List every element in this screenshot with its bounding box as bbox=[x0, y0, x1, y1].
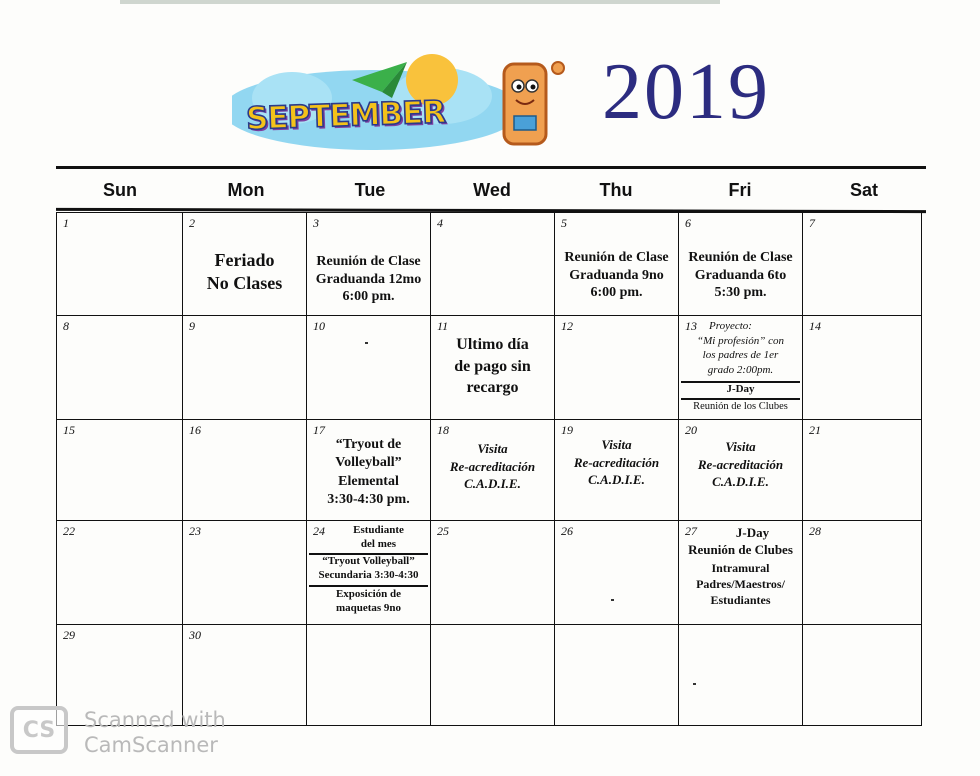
day-cell bbox=[431, 420, 555, 521]
event-exposicion-maquetas bbox=[309, 587, 428, 616]
event-line: Exposición de bbox=[335, 588, 402, 600]
day-cell bbox=[183, 316, 307, 420]
event-line: Re-acreditación bbox=[573, 454, 660, 470]
day-cell bbox=[57, 521, 183, 625]
day-cell bbox=[307, 213, 431, 316]
day-cell bbox=[803, 625, 921, 725]
event-line: Elemental bbox=[338, 473, 399, 489]
watermark-line: Scanned with bbox=[84, 708, 226, 732]
event-proyecto bbox=[681, 334, 800, 377]
day-number: 8 bbox=[63, 319, 69, 333]
day-number: 14 bbox=[809, 319, 821, 333]
day-cell bbox=[555, 420, 679, 521]
event-line: No Clases bbox=[206, 272, 283, 293]
day-number: 3 bbox=[313, 216, 319, 230]
event-line: grado 2:00pm. bbox=[707, 363, 774, 376]
day-number: 7 bbox=[809, 216, 815, 230]
event-line: C.A.D.I.E. bbox=[464, 476, 521, 492]
day-cell bbox=[679, 420, 803, 521]
day-number: 5 bbox=[561, 216, 567, 230]
day-number: 21 bbox=[809, 423, 821, 437]
dayname-sun: Sun bbox=[103, 180, 137, 200]
event-tryout-volleyball-secundaria bbox=[309, 554, 428, 583]
header-rule-top bbox=[56, 166, 926, 169]
day-number: 22 bbox=[63, 524, 75, 538]
day-cell bbox=[679, 625, 803, 725]
event-visita-cadie bbox=[557, 436, 676, 489]
event-reunion-clubes: Reunión de los Clubes bbox=[693, 401, 788, 412]
day-cell bbox=[307, 420, 431, 521]
dayname-mon: Mon bbox=[227, 180, 265, 200]
day-number: 4 bbox=[437, 216, 443, 230]
dayname-fri: Fri bbox=[728, 180, 752, 200]
dayname-wed: Wed bbox=[473, 180, 511, 200]
event-reunion-de-clubes: Reunión de Clubes bbox=[688, 542, 793, 557]
day-number: 27 bbox=[685, 524, 697, 538]
day-cell bbox=[183, 213, 307, 316]
day-cell bbox=[57, 420, 183, 521]
day-cell bbox=[307, 521, 431, 625]
day-number: 15 bbox=[63, 423, 75, 437]
event-line: Re-acreditación bbox=[449, 458, 536, 474]
day-number: 19 bbox=[561, 423, 573, 437]
event-line: Graduanda 12mo bbox=[315, 271, 422, 287]
day-number: 11 bbox=[437, 319, 449, 333]
day-cell bbox=[803, 420, 921, 521]
day-cell bbox=[431, 625, 555, 725]
day-cell bbox=[307, 316, 431, 420]
event-line: recargo bbox=[466, 379, 519, 397]
event-line: maquetas 9no bbox=[335, 602, 402, 615]
event-line: los padres de 1er bbox=[702, 349, 779, 362]
logo-month-text: SEPTEMBER bbox=[245, 94, 446, 138]
day-cell bbox=[555, 625, 679, 725]
event-line: Padres/Maestros/ bbox=[696, 577, 785, 592]
dayname-tue: Tue bbox=[354, 180, 386, 200]
day-number: 16 bbox=[189, 423, 201, 437]
camscanner-logo-icon: CS bbox=[10, 706, 68, 754]
day-number: 30 bbox=[189, 628, 201, 642]
day-cell bbox=[555, 316, 679, 420]
day-cell bbox=[57, 213, 183, 316]
day-cell bbox=[307, 625, 431, 725]
scan-speck bbox=[611, 599, 614, 601]
event-line: Secundaria 3:30-4:30 bbox=[318, 569, 419, 582]
event-line: Feriado bbox=[214, 250, 275, 270]
event-line: 6:00 pm. bbox=[590, 285, 643, 300]
day-number: 10 bbox=[313, 319, 325, 333]
day-cell bbox=[431, 316, 555, 420]
day-number: 23 bbox=[189, 524, 201, 538]
day-number: 28 bbox=[809, 524, 821, 538]
event-line: Intramural bbox=[711, 561, 770, 575]
event-feriado bbox=[185, 249, 304, 294]
day-number: 2 bbox=[189, 216, 195, 230]
day-cell bbox=[57, 316, 183, 420]
event-line: Graduanda 6to bbox=[694, 267, 787, 283]
day-cell bbox=[803, 316, 921, 420]
dayname-sat: Sat bbox=[849, 180, 878, 200]
day-cell bbox=[555, 521, 679, 625]
day-number: 26 bbox=[561, 524, 573, 538]
event-jday-title: J-Day bbox=[735, 525, 770, 540]
scan-speck bbox=[365, 342, 368, 344]
event-line: Visita bbox=[601, 437, 632, 452]
event-line: C.A.D.I.E. bbox=[588, 472, 645, 488]
day-number: 18 bbox=[437, 423, 449, 437]
event-line: “Tryout de bbox=[335, 437, 402, 452]
event-line: Estudiantes bbox=[710, 593, 771, 608]
day-number: 6 bbox=[685, 216, 691, 230]
event-line: C.A.D.I.E. bbox=[712, 474, 769, 490]
day-cell bbox=[679, 316, 803, 420]
event-intramural bbox=[681, 560, 800, 609]
day-number: 1 bbox=[63, 216, 69, 230]
day-cell bbox=[555, 213, 679, 316]
dayname-thu: Thu bbox=[599, 180, 633, 200]
day-cell bbox=[431, 213, 555, 316]
event-visita-cadie bbox=[681, 438, 800, 491]
event-tryout-volleyball-elemental bbox=[309, 436, 428, 510]
day-cell bbox=[679, 213, 803, 316]
event-line: Estudiante bbox=[353, 524, 404, 536]
event-proyecto-title: Proyecto: bbox=[709, 320, 752, 332]
calendar-year: 2019 bbox=[602, 48, 770, 136]
day-cell bbox=[431, 521, 555, 625]
event-reunion-12mo bbox=[309, 253, 428, 306]
event-visita-cadie bbox=[433, 440, 552, 493]
day-number: 17 bbox=[313, 423, 325, 437]
event-line: 6:00 pm. bbox=[342, 289, 395, 304]
event-line: Reunión de Clase bbox=[688, 250, 793, 265]
event-line: Volleyball” bbox=[335, 455, 402, 471]
event-line: “Tryout Volleyball” bbox=[322, 555, 415, 567]
day-cell bbox=[803, 213, 921, 316]
calendar-grid bbox=[56, 212, 922, 726]
event-line: Visita bbox=[725, 439, 756, 454]
scan-speck bbox=[693, 683, 696, 685]
september-logo bbox=[232, 52, 592, 152]
event-ultimo-dia-pago bbox=[433, 334, 552, 399]
watermark-line: CamScanner bbox=[84, 733, 218, 758]
event-line: del mes bbox=[360, 538, 397, 551]
day-number: 29 bbox=[63, 628, 75, 642]
camscanner-watermark bbox=[84, 708, 226, 758]
event-estudiante-del-mes bbox=[329, 523, 428, 552]
day-cell bbox=[183, 521, 307, 625]
day-cell bbox=[679, 521, 803, 625]
event-jday: J-Day bbox=[726, 383, 755, 395]
event-line: Re-acreditación bbox=[697, 456, 784, 472]
event-line: Graduanda 9no bbox=[569, 267, 664, 283]
event-line: de pago sin bbox=[454, 357, 531, 375]
event-line: 5:30 pm. bbox=[714, 285, 767, 300]
day-number: 12 bbox=[561, 319, 573, 333]
event-line: Ultimo día bbox=[456, 336, 529, 353]
event-reunion-9no bbox=[557, 249, 676, 302]
event-line: Visita bbox=[477, 441, 508, 456]
scan-edge-mark bbox=[120, 0, 720, 4]
event-line: 3:30-4:30 pm. bbox=[327, 492, 410, 508]
day-number: 25 bbox=[437, 524, 449, 538]
day-number: 24 bbox=[313, 524, 325, 538]
event-line: “Mi profesión” con bbox=[697, 335, 784, 347]
day-number: 13 bbox=[685, 319, 697, 333]
day-number: 20 bbox=[685, 423, 697, 437]
day-cell bbox=[183, 420, 307, 521]
event-line: Reunión de Clase bbox=[316, 254, 421, 269]
day-number: 9 bbox=[189, 319, 195, 333]
event-reunion-6to bbox=[681, 249, 800, 302]
day-cell bbox=[803, 521, 921, 625]
event-line: Reunión de Clase bbox=[564, 250, 669, 265]
